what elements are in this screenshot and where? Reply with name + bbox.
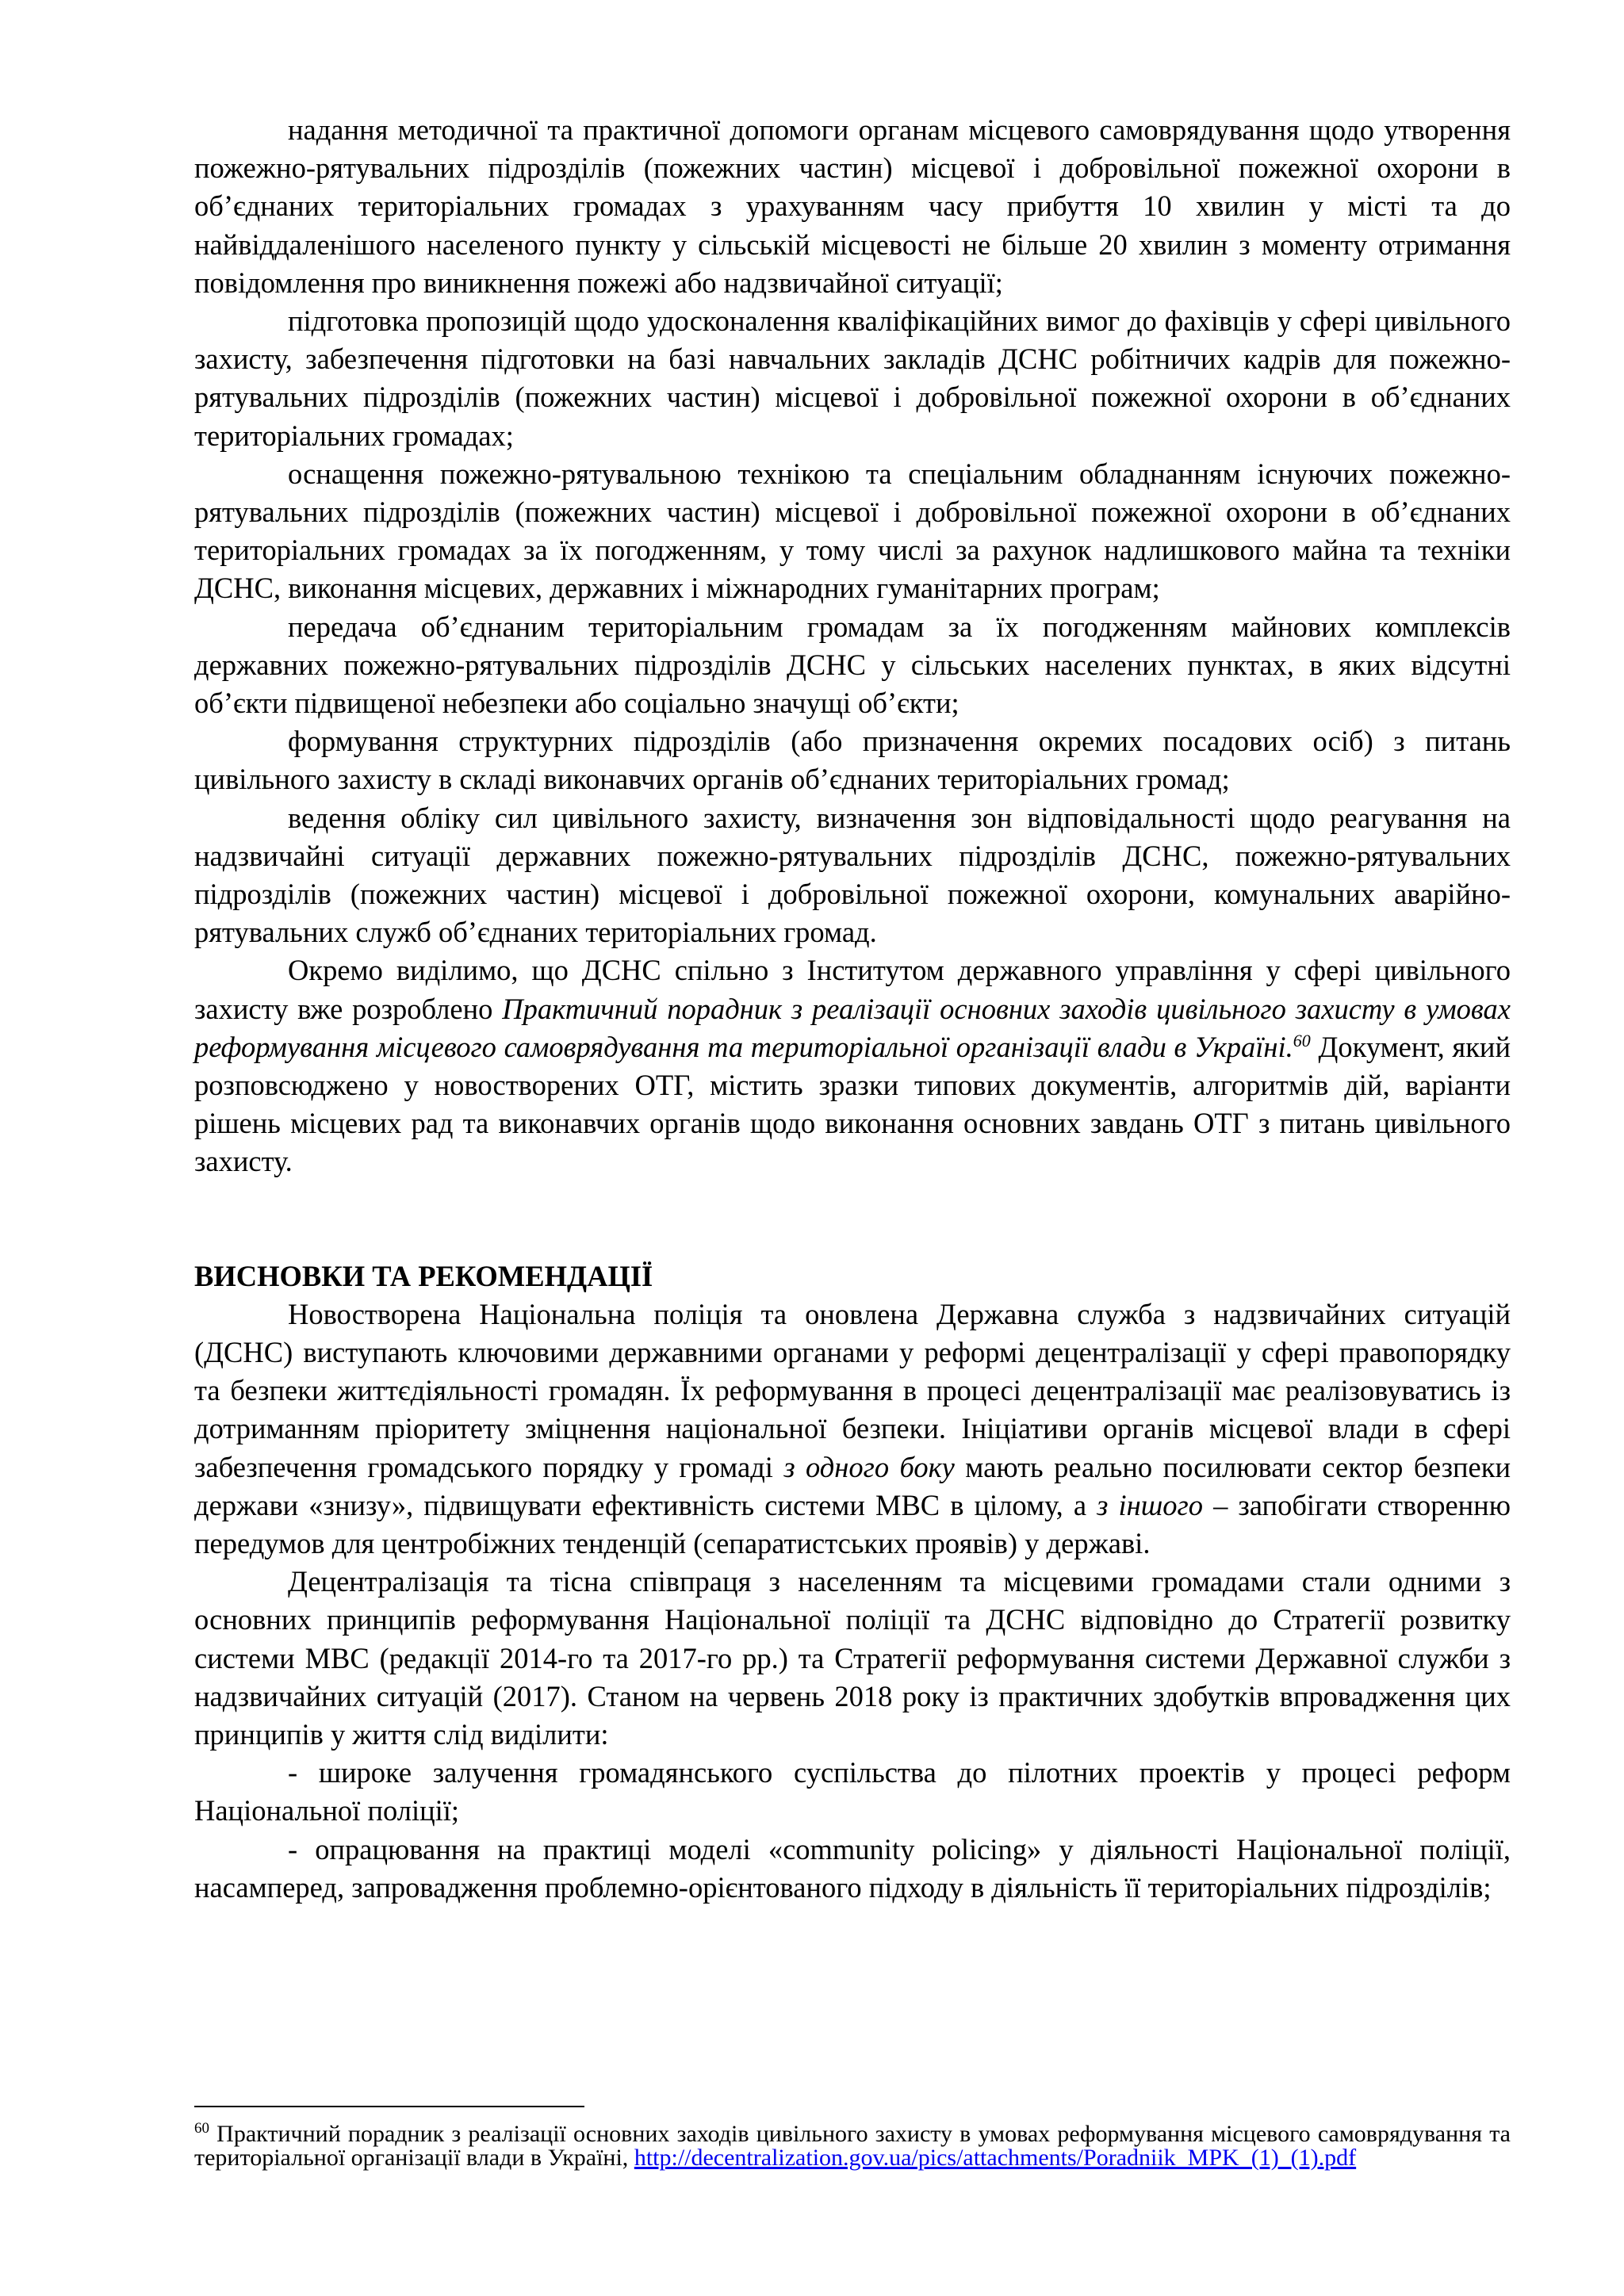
footnote — [194, 2122, 1511, 2170]
footnote-link[interactable]: http://decentralization.gov.ua/pics/attachments/Poradniik_MPK_(1)_(1).pdf — [634, 2145, 1357, 2171]
paragraph-decentralization: Децентралізація та тісна співпраця з населенням та місцевими громадами стали одними з основних принципів реформування Національної поліції та ДСНС відповідно до Стратегії розвитку системи МВС (редакції 2014-го та 2017-го рр.) та Стратегії реформування системи Державної служби з надзвичайних ситуацій (2017). Станом на червень 2018 року із практичних здобутків впровадження цих принципів у життя слід виділити: — [194, 1565, 1511, 1751]
list-item-community-policing: - опрацювання на практиці моделі «community policing» у діяльності Національної поліції, насамперед, запровадження проблемно-орієнтованого підходу в діяльність її територіальних підрозділів; — [194, 1832, 1511, 1904]
paragraph-structural-units: формування структурних підрозділів (або призначення окремих посадових осіб) з питань цивільного захисту в складі виконавчих органів об’єднаних територіальних громад; — [194, 725, 1511, 796]
guide-text-before: Окремо виділимо, що ДСНС спільно з Інститутом державного управління у сфері цивільного захисту вже розроблено — [194, 954, 1511, 1025]
document-page — [194, 111, 1511, 1907]
paragraph-civil-protection-records: ведення обліку сил цивільного захисту, визначення зон відповідальності щодо реагування на надзвичайні ситуації державних пожежно-рятувальних підрозділів ДСНС, пожежно-рятувальних підрозділів (пожежних частин) місцевої і добровільної пожежної охорони, комунальних аварійно-рятувальних служб об’єднаних територіальних громад. — [194, 801, 1511, 949]
footnote-text: Практичний порадник з реалізації основних заходів цивільного захисту в умовах реформування місцевого самоврядування та територіальної організації влади в Україні, — [194, 2121, 1511, 2171]
section-heading: ВИСНОВКИ ТА РЕКОМЕНДАЦІЇ — [194, 1259, 653, 1292]
paragraph-equipment: оснащення пожежно-рятувальною технікою та спеціальним обладнанням існуючих пожежно-рятувальних підрозділів (пожежних частин) місцевої і добровільної пожежної охорони в об’єднаних територіальних громадах за їх погодженням, у тому числі за рахунок надлишкового майна та техніки ДСНС, виконання місцевих, державних і міжнародних гуманітарних програм; — [194, 457, 1511, 605]
paragraph-practical-guide — [194, 951, 1511, 1181]
section-spacer — [194, 1181, 1511, 1257]
guide-title: Практичний порадник з реалізації основних заходів цивільного захисту в умовах реформування місцевого самоврядування та територіальної організації влади в Україні. — [194, 992, 1511, 1063]
paragraph-conclusion — [194, 1295, 1511, 1563]
paragraph-property-transfer: передача об’єднаним територіальним громадам за їх погодженням майнових комплексів державних пожежно-рятувальних підрозділів ДСНС у сільських населених пунктах, в яких відсутні об’єкти підвищеної небезпеки або соціально значущі об’єкти; — [194, 610, 1511, 720]
conclusion-text-1: Новостворена Національна поліція та оновлена Державна служба з надзвичайних ситуацій (ДСНС) виступають ключовими державними органами у реформі децентралізації у сфері правопорядку та безпеки життєдіяльності громадян. Їх реформування в процесі децентралізації має реалізовуватись із дотриманням пріоритету зміцнення національної безпеки. Ініціативи органів місцевої влади в сфері забезпечення громадського порядку у громаді — [194, 1297, 1511, 1483]
guide-text-after: Документ, який розповсюджено у новостворених ОТГ, містить зразки типових документів, алгоритмів дій, варіанти рішень місцевих рад та виконавчих органів щодо виконання основних завдань ОТГ з питань цивільного захисту. — [194, 1030, 1511, 1178]
paragraph-qualification-proposals: підготовка пропозицій щодо удосконалення кваліфікаційних вимог до фахівців у сфері цивільного захисту, забезпечення підготовки на базі навчальних закладів ДСНС робітничих кадрів для пожежно-рятувальних підрозділів (пожежних частин) місцевої і добровільної пожежної охорони в об’єднаних територіальних громадах; — [194, 304, 1511, 452]
conclusion-text-3: – запобігати створенню передумов для центробіжних тенденцій (сепаратистських проявів) у державі. — [194, 1488, 1511, 1559]
footnote-reference[interactable]: 60 — [1293, 1030, 1311, 1050]
conclusion-italic-1: з одного боку — [783, 1450, 955, 1483]
footnote-number: 60 — [194, 2120, 209, 2137]
conclusion-italic-2: з іншого — [1097, 1488, 1203, 1521]
paragraph-methodical-help: надання методичної та практичної допомоги органам місцевого самоврядування щодо утворення пожежно-рятувальних підрозділів (пожежних частин) місцевої і добровільної пожежної охорони в об’єднаних територіальних громадах з урахуванням часу прибуття 10 хвилин у місті та до найвіддаленішого населеного пункту у сільській місцевості не більше 20 хвилин з моменту отримання повідомлення про виникнення пожежі або надзвичайної ситуації; — [194, 113, 1511, 299]
conclusion-text-2: мають реально посилювати сектор безпеки держави «знизу», підвищувати ефективність системи МВС в цілому, а — [194, 1450, 1511, 1521]
footnote-separator — [194, 2106, 584, 2107]
list-item-civil-society: - широке залучення громадянського суспільства до пілотних проектів у процесі реформ Національної поліції; — [194, 1756, 1511, 1827]
